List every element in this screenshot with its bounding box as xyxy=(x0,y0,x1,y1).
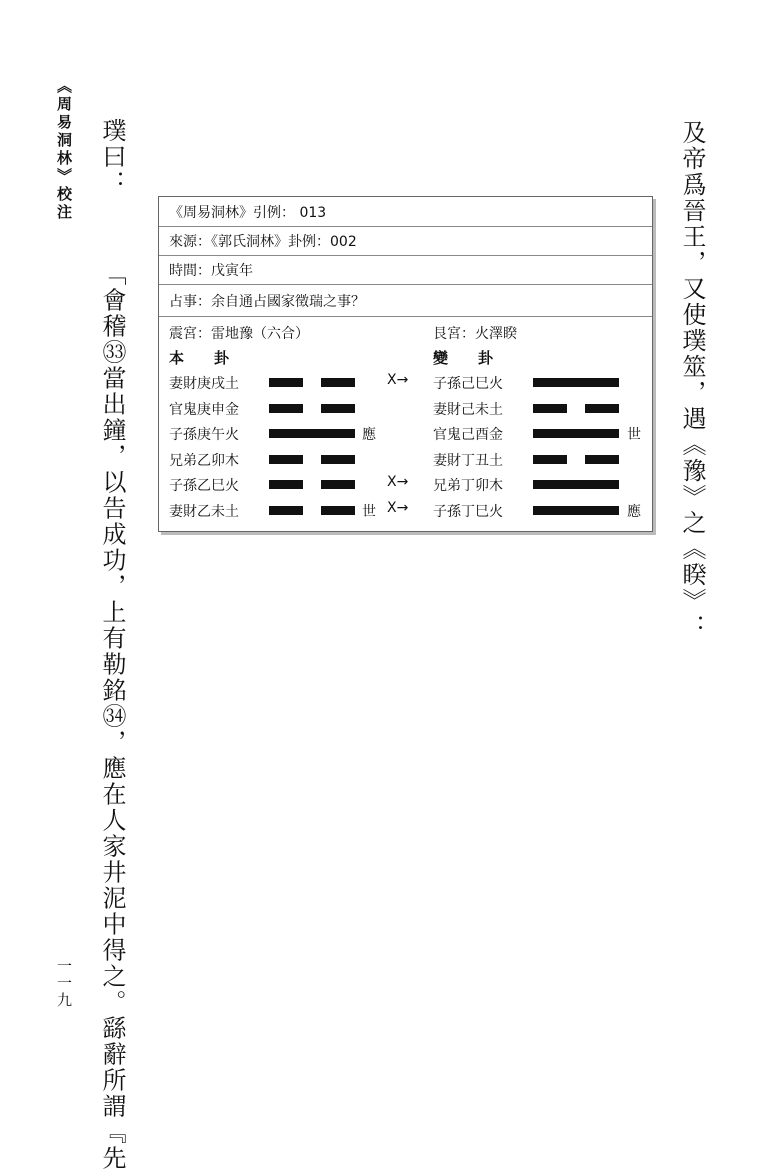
text-column-right: 及帝爲晉王，又使璞筮，遇《豫》之《睽》： xyxy=(678,120,706,640)
changed-line-label: 子孫丁巳火 xyxy=(433,504,503,520)
base-yin-line-1 xyxy=(269,378,303,387)
base-yin-line-2 xyxy=(321,404,355,413)
changed-mark: 應 xyxy=(627,504,641,520)
base-line-label: 子孫庚午火 xyxy=(169,427,239,444)
base-palace: 震宮：雷地豫（六合） xyxy=(169,326,309,342)
changed-yang-line xyxy=(533,429,619,438)
changed-yin-line-1 xyxy=(533,455,567,464)
base-yin-line-1 xyxy=(269,404,303,413)
base-yin-line-2 xyxy=(321,506,355,515)
changed-yin-line-2 xyxy=(585,455,619,464)
changed-palace: 艮宮：火澤睽 xyxy=(433,326,517,342)
base-line-label: 妻財庚戌土 xyxy=(169,376,239,392)
moving-arrow: X→ xyxy=(387,372,409,388)
base-yin-line-1 xyxy=(269,480,303,489)
base-mark: 應 xyxy=(362,427,376,444)
question-row: 占事：余自通占國家徵瑞之事？ xyxy=(159,285,652,317)
base-line-label: 兄弟乙卯木 xyxy=(169,452,239,469)
text-column-left xyxy=(100,118,124,1171)
hexagram-panel xyxy=(159,317,652,531)
base-header: 本 卦 xyxy=(169,349,230,367)
moving-arrow: X→ xyxy=(387,474,409,491)
changed-line-label: 子孫己巳火 xyxy=(433,376,503,392)
base-mark: 世 xyxy=(362,504,376,520)
text-body: 「會稽㉝當出鐘，以告成功，上有勒銘㉞，應在人家井泥中得之。繇辭所謂『先 xyxy=(98,261,126,1171)
changed-yin-line-1 xyxy=(533,404,567,413)
changed-yang-line xyxy=(533,378,619,387)
changed-yin-line-2 xyxy=(585,404,619,413)
changed-line-label: 官鬼己酉金 xyxy=(433,427,503,444)
citation-row: 《周易洞林》引例： 013 xyxy=(159,197,652,227)
base-yin-line-2 xyxy=(321,480,355,489)
base-yin-line-2 xyxy=(321,455,355,464)
book-title: 《周易洞林》校注 xyxy=(55,78,73,222)
changed-line-label: 妻財丁丑土 xyxy=(433,452,503,469)
base-yin-line-1 xyxy=(269,455,303,464)
base-line-label: 官鬼庚申金 xyxy=(169,401,239,418)
page-number: 一一九 xyxy=(55,958,73,1009)
base-line-label: 妻財乙未土 xyxy=(169,504,239,520)
base-line-label: 子孫乙巳火 xyxy=(169,478,239,495)
base-yin-line-2 xyxy=(321,378,355,387)
changed-yang-line xyxy=(533,506,619,515)
source-row: 來源：《郭氏洞林》卦例：002 xyxy=(159,227,652,256)
changed-yang-line xyxy=(533,480,619,489)
time-row: 時間：戊寅年 xyxy=(159,256,652,285)
changed-header: 變 卦 xyxy=(433,349,494,367)
changed-mark: 世 xyxy=(627,427,641,444)
text-speaker: 璞曰： xyxy=(98,118,126,196)
changed-line-label: 妻財己未土 xyxy=(433,401,503,418)
moving-arrow: X→ xyxy=(387,500,409,516)
base-yang-line xyxy=(269,429,355,438)
changed-line-label: 兄弟丁卯木 xyxy=(433,478,503,495)
divination-card xyxy=(158,196,653,532)
base-yin-line-1 xyxy=(269,506,303,515)
